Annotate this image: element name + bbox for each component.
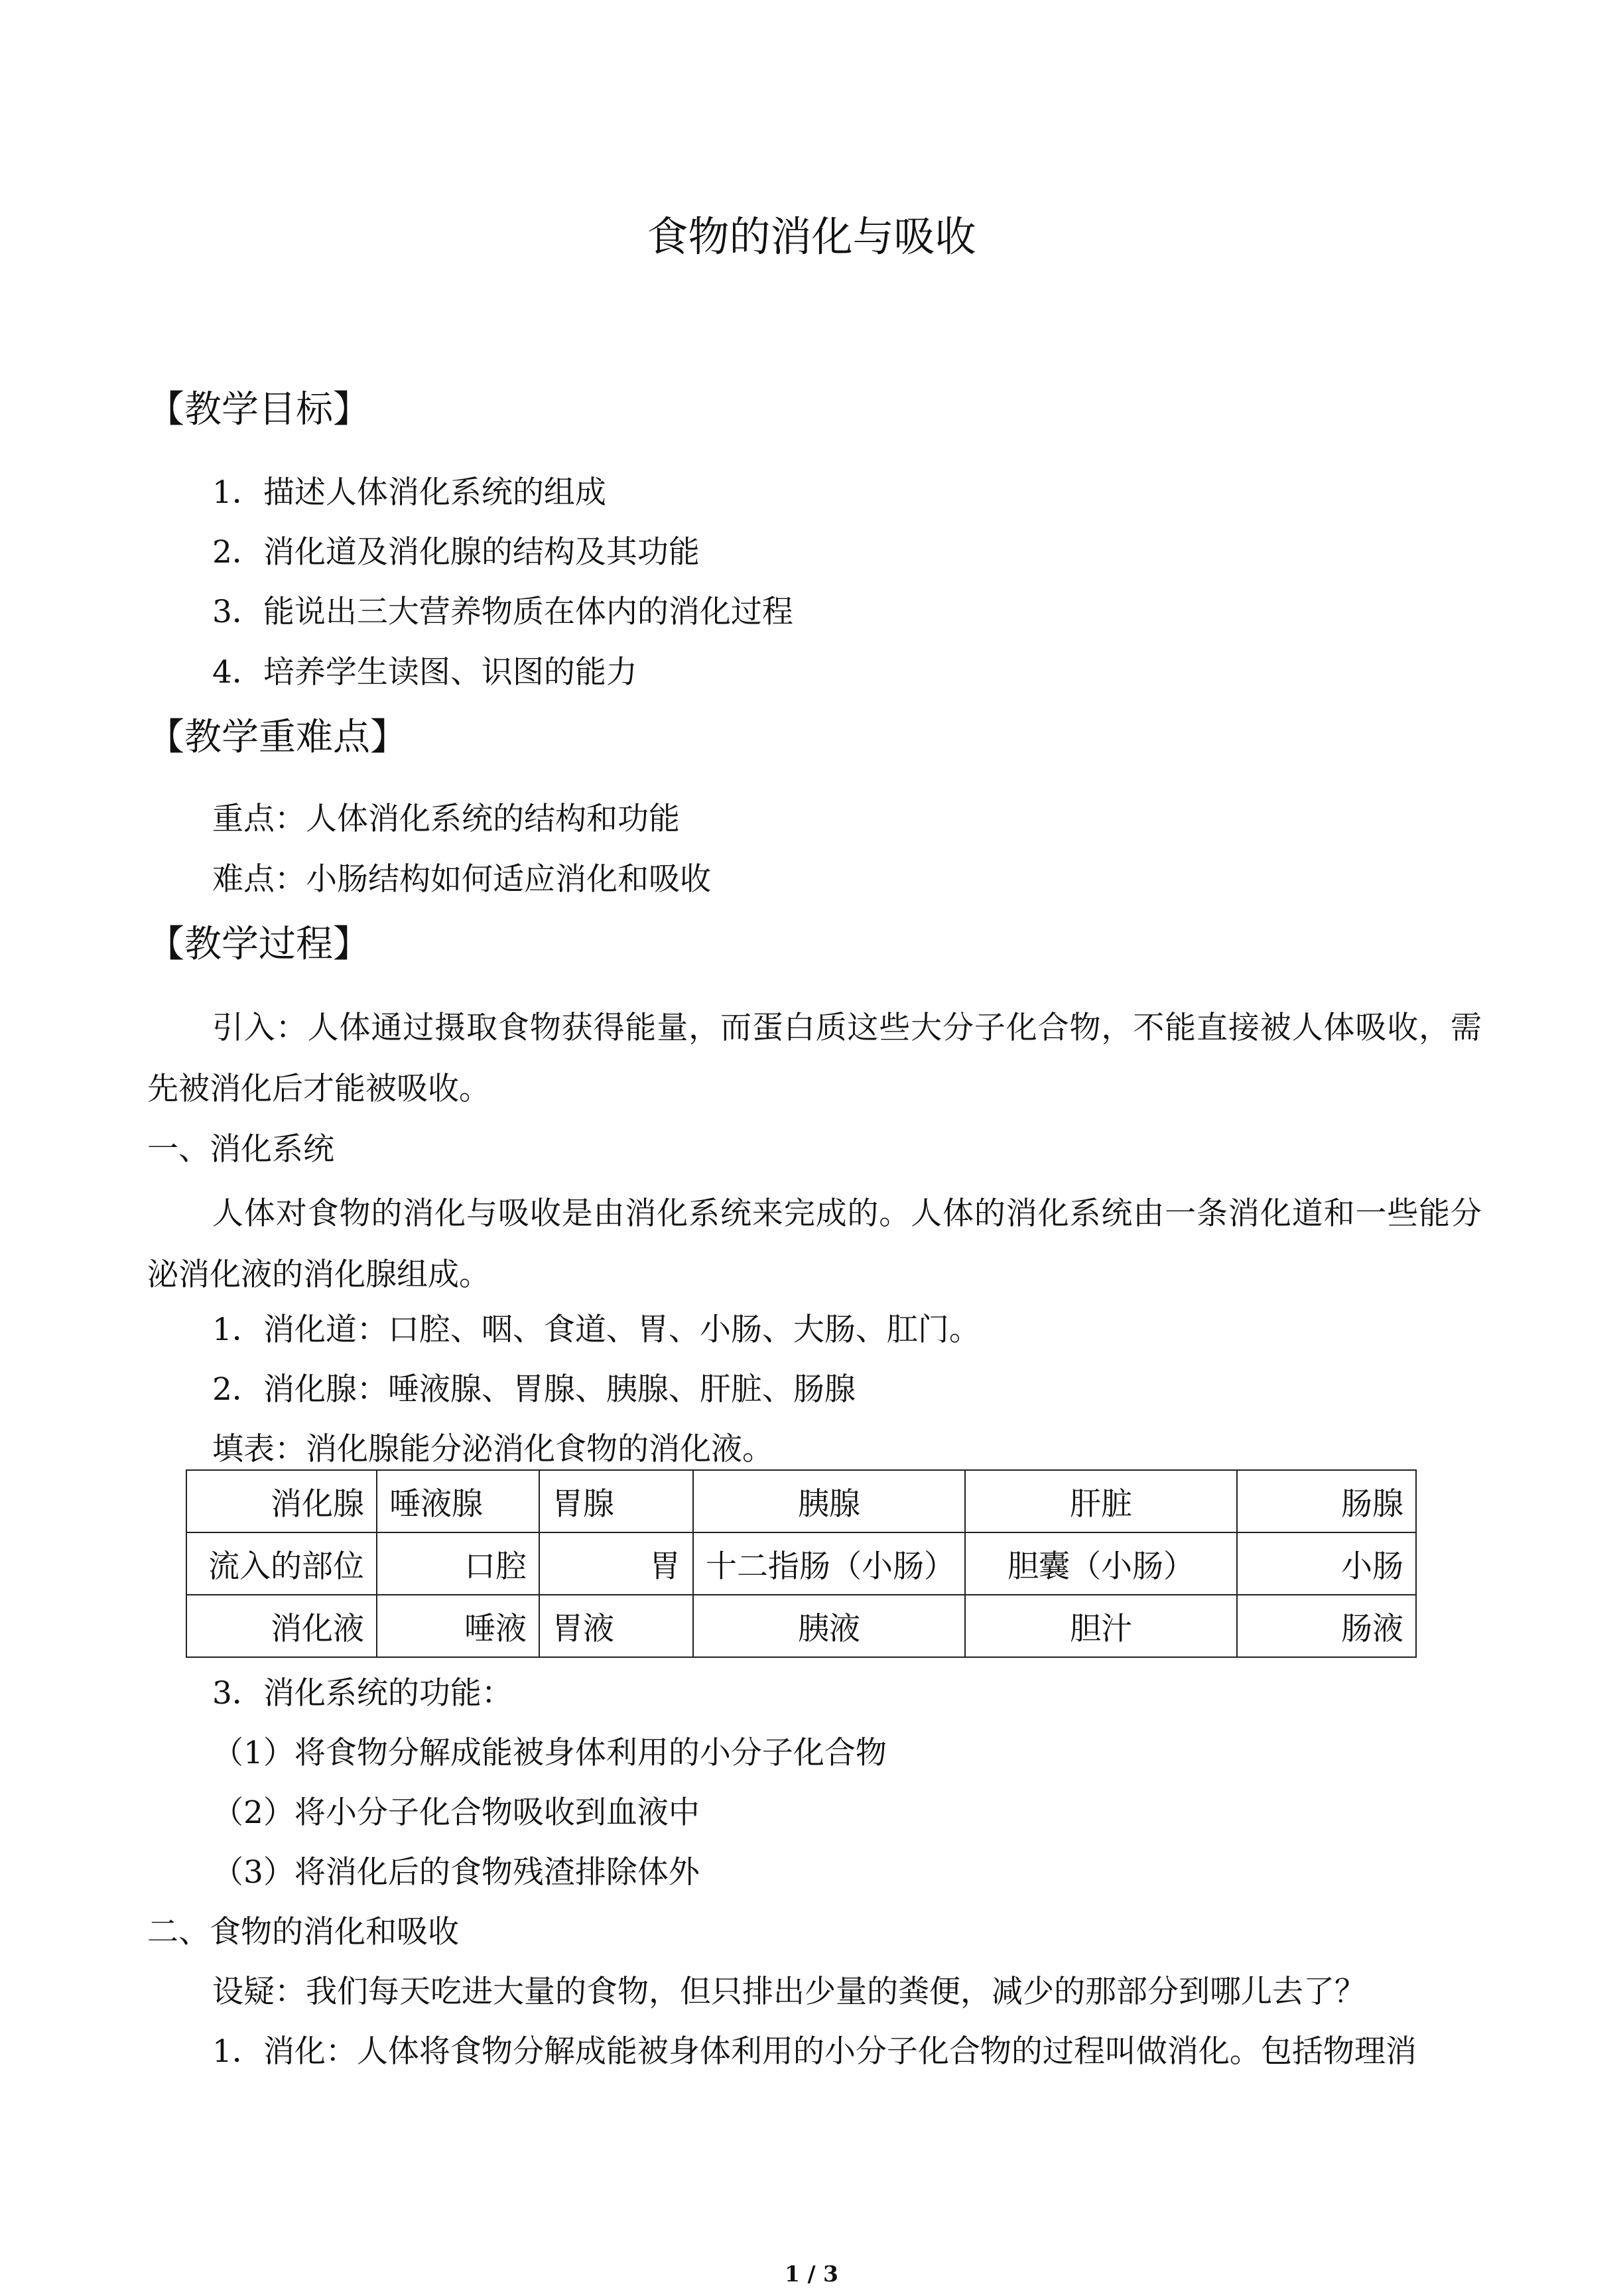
functions-heading: 3．消化系统的功能： bbox=[212, 1675, 513, 1712]
objective-item: 3．能说出三大营养物质在体内的消化过程 bbox=[212, 594, 793, 630]
table-cell: 消化腺 bbox=[186, 1470, 377, 1532]
objective-item: 4．培养学生读图、识图的能力 bbox=[212, 654, 637, 691]
document-title: 食物的消化与吸收 bbox=[647, 212, 976, 261]
table-cell: 肠液 bbox=[1237, 1595, 1416, 1657]
table-cell: 肝脏 bbox=[965, 1470, 1237, 1532]
objective-item: 2．消化道及消化腺的结构及其功能 bbox=[212, 534, 700, 571]
section-heading-objectives: 【教学目标】 bbox=[147, 388, 370, 431]
table-cell: 胰腺 bbox=[693, 1470, 965, 1532]
table-cell: 肠腺 bbox=[1237, 1470, 1416, 1532]
table-row bbox=[186, 1532, 1416, 1595]
table-cell: 胃液 bbox=[539, 1595, 693, 1657]
table-row bbox=[186, 1470, 1416, 1532]
intro-paragraph: 引入：人体通过摄取食物获得能量，而蛋白质这些大分子化合物，不能直接被人体吸收，需先被消化后才能被吸收。 bbox=[147, 1010, 1482, 1107]
digestive-glands-item: 2．消化腺：唾液腺、胃腺、胰腺、肝脏、肠腺 bbox=[212, 1371, 856, 1408]
table-cell: 唾液腺 bbox=[377, 1470, 539, 1532]
table-cell: 唾液 bbox=[377, 1595, 539, 1657]
table-cell: 消化液 bbox=[186, 1595, 377, 1657]
function-item: （1）将食物分解成能被身体利用的小分子化合物 bbox=[212, 1735, 887, 1771]
question-paragraph: 设疑：我们每天吃进大量的食物，但只排出少量的粪便，减少的那部分到哪儿去了？ bbox=[212, 1974, 1366, 2010]
page-number: 1 / 3 bbox=[785, 2261, 838, 2287]
digestive-tract-item: 1．消化道：口腔、咽、食道、胃、小肠、大肠、肛门。 bbox=[212, 1312, 980, 1348]
function-item: （2）将小分子化合物吸收到血液中 bbox=[212, 1794, 700, 1831]
table-cell: 胃 bbox=[539, 1532, 693, 1595]
table-cell: 流入的部位 bbox=[186, 1532, 377, 1595]
fill-table-instruction: 填表：消化腺能分泌消化食物的消化液。 bbox=[212, 1431, 773, 1467]
section-heading-key-points: 【教学重难点】 bbox=[147, 716, 407, 759]
section-heading-process: 【教学过程】 bbox=[147, 923, 370, 966]
digestive-glands-table bbox=[186, 1469, 1417, 1658]
table-cell: 胆汁 bbox=[965, 1595, 1237, 1657]
table-cell: 胃腺 bbox=[539, 1470, 693, 1532]
part1-heading: 一、消化系统 bbox=[147, 1131, 334, 1168]
table-cell: 口腔 bbox=[377, 1532, 539, 1595]
part2-heading: 二、食物的消化和吸收 bbox=[147, 1914, 459, 1950]
part1-paragraph: 人体对食物的消化与吸收是由消化系统来完成的。人体的消化系统由一条消化道和一些能分泌消化液的消化腺组成。 bbox=[147, 1195, 1482, 1293]
table-cell: 胆囊（小肠） bbox=[965, 1532, 1237, 1595]
table-cell: 小肠 bbox=[1237, 1532, 1416, 1595]
digestion-paragraph: 1．消化：人体将食物分解成能被身体利用的小分子化合物的过程叫做消化。包括物理消 bbox=[212, 2033, 1417, 2070]
key-point-difficulty: 难点：小肠结构如何适应消化和吸收 bbox=[212, 861, 711, 898]
table-cell: 胰液 bbox=[693, 1595, 965, 1657]
objective-item: 1．描述人体消化系统的组成 bbox=[212, 474, 606, 511]
function-item: （3）将消化后的食物残渣排除体外 bbox=[212, 1854, 700, 1891]
table-row bbox=[186, 1595, 1416, 1657]
table-cell: 十二指肠（小肠） bbox=[693, 1532, 965, 1595]
key-point-focus: 重点：人体消化系统的结构和功能 bbox=[212, 801, 680, 837]
